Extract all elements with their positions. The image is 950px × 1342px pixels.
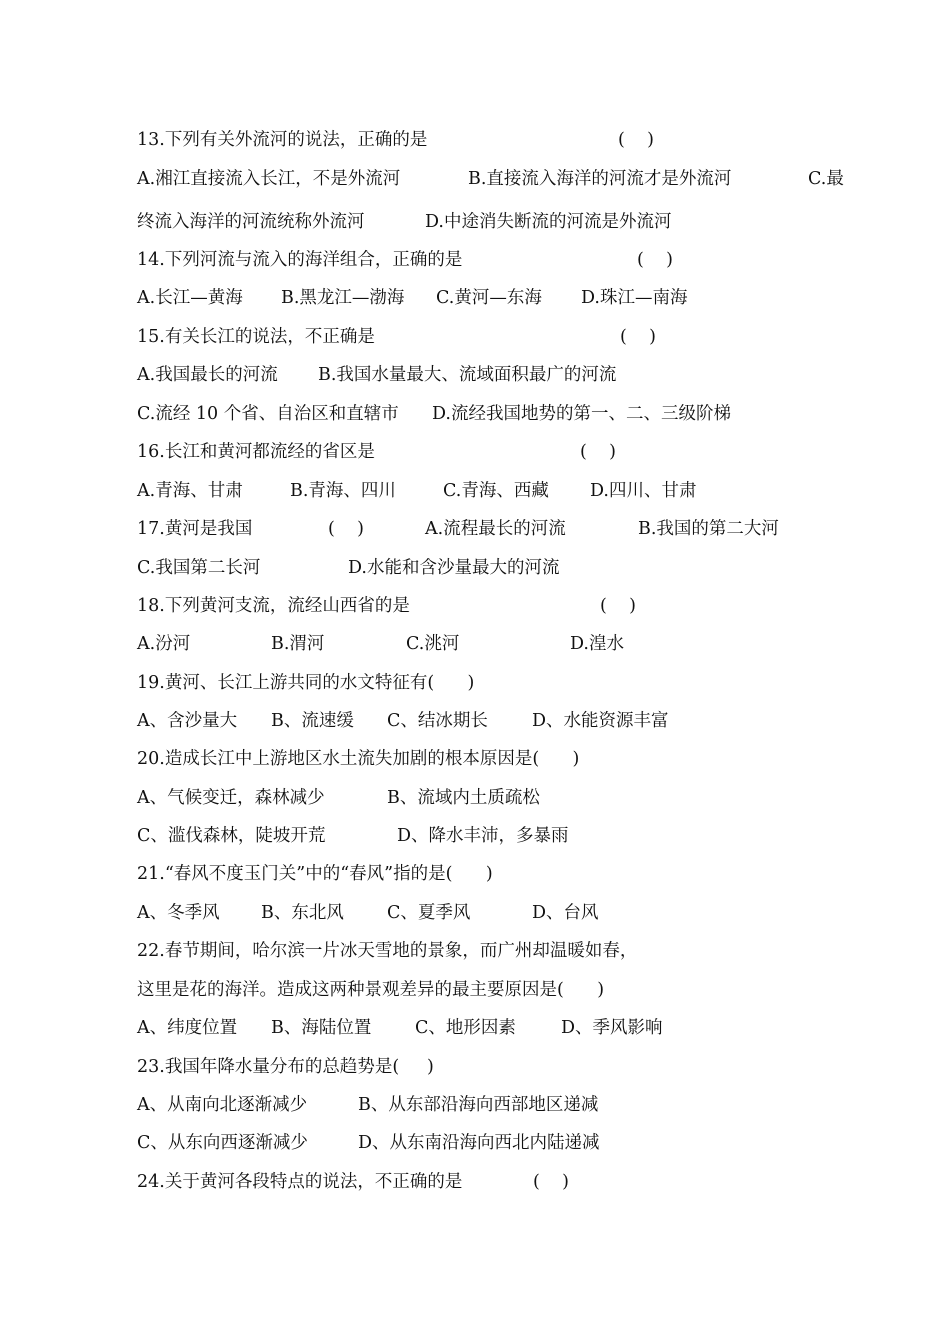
option: D、降水丰沛，多暴雨 bbox=[397, 826, 569, 846]
option: B.我国水量最大、流域面积最广的河流 bbox=[318, 365, 617, 385]
option: D、水能资源丰富 bbox=[532, 711, 669, 731]
answer-paren: ( ) bbox=[600, 596, 636, 616]
option: A.青海、甘肃 bbox=[137, 481, 243, 501]
question-stem: 21.“春风不度玉门关”中的“春风”指的是( ) bbox=[137, 864, 493, 884]
option: A.我国最长的河流 bbox=[137, 365, 278, 385]
option: C、滥伐森林，陡坡开荒 bbox=[137, 826, 326, 846]
option: B.直接流入海洋的河流才是外流河 bbox=[468, 169, 732, 189]
option: B、流域内土质疏松 bbox=[387, 788, 540, 808]
option: A、气候变迁，森林减少 bbox=[137, 788, 325, 808]
option: C、从东向西逐渐减少 bbox=[137, 1133, 308, 1153]
option: D.流经我国地势的第一、二、三级阶梯 bbox=[432, 404, 731, 424]
question-stem-continued: 这里是花的海洋。造成这两种景观差异的最主要原因是( ) bbox=[137, 980, 605, 1000]
option: C.青海、西藏 bbox=[443, 481, 549, 501]
option: D、从东南沿海向西北内陆递减 bbox=[358, 1133, 600, 1153]
question-stem: 23.我国年降水量分布的总趋势是( ) bbox=[137, 1057, 434, 1077]
option: D、台风 bbox=[532, 903, 599, 923]
option: B.渭河 bbox=[271, 634, 325, 654]
option: C、夏季风 bbox=[387, 903, 471, 923]
option: A、冬季风 bbox=[137, 903, 220, 923]
option: A.长江—黄海 bbox=[137, 288, 243, 308]
option: A.汾河 bbox=[137, 634, 191, 654]
option: C.洮河 bbox=[406, 634, 460, 654]
option: B.青海、四川 bbox=[290, 481, 396, 501]
option: D.水能和含沙量最大的河流 bbox=[348, 558, 560, 578]
answer-paren: ( ) bbox=[328, 519, 364, 539]
question-stem: 19.黄河、长江上游共同的水文特征有( ) bbox=[137, 673, 475, 693]
option: A、含沙量大 bbox=[137, 711, 238, 731]
option: B.黑龙江—渤海 bbox=[281, 288, 405, 308]
option: D.珠江—南海 bbox=[581, 288, 688, 308]
option: D.中途消失断流的河流是外流河 bbox=[425, 212, 672, 232]
answer-paren: ( ) bbox=[618, 130, 654, 150]
question-stem: 17.黄河是我国 bbox=[137, 519, 253, 539]
option: C、地形因素 bbox=[415, 1018, 516, 1038]
option: 终流入海洋的河流统称外流河 bbox=[137, 212, 365, 232]
option: A、纬度位置 bbox=[137, 1018, 238, 1038]
option: A.湘江直接流入长江，不是外流河 bbox=[137, 169, 401, 189]
option: C.我国第二长河 bbox=[137, 558, 261, 578]
option: D、季风影响 bbox=[561, 1018, 663, 1038]
question-stem: 14.下列河流与流入的海洋组合，正确的是 bbox=[137, 250, 463, 270]
option: C、结冰期长 bbox=[387, 711, 488, 731]
question-stem: 13.下列有关外流河的说法，正确的是 bbox=[137, 130, 428, 150]
option: C.流经 10 个省、自治区和直辖市 bbox=[137, 404, 399, 424]
option: D.湟水 bbox=[570, 634, 624, 654]
option: C.黄河—东海 bbox=[436, 288, 542, 308]
answer-paren: ( ) bbox=[637, 250, 673, 270]
question-stem: 22.春节期间，哈尔滨一片冰天雪地的景象，而广州却温暖如春， bbox=[137, 941, 638, 961]
question-stem: 20.造成长江中上游地区水土流失加剧的根本原因是( ) bbox=[137, 749, 580, 769]
option: C.最 bbox=[808, 169, 844, 189]
option: B、东北风 bbox=[261, 903, 344, 923]
question-stem: 16.长江和黄河都流经的省区是 bbox=[137, 442, 375, 462]
answer-paren: ( ) bbox=[580, 442, 616, 462]
option: A、从南向北逐渐减少 bbox=[137, 1095, 308, 1115]
option: B、流速缓 bbox=[271, 711, 354, 731]
option: B、海陆位置 bbox=[271, 1018, 372, 1038]
question-stem: 24.关于黄河各段特点的说法，不正确的是 bbox=[137, 1172, 463, 1192]
answer-paren: ( ) bbox=[620, 327, 656, 347]
answer-paren: ( ) bbox=[533, 1172, 569, 1192]
option: D.四川、甘肃 bbox=[590, 481, 697, 501]
question-stem: 15.有关长江的说法，不正确是 bbox=[137, 327, 375, 347]
option: A.流程最长的河流 bbox=[425, 519, 566, 539]
question-stem: 18.下列黄河支流，流经山西省的是 bbox=[137, 596, 410, 616]
option: B、从东部沿海向西部地区递减 bbox=[358, 1095, 599, 1115]
option: B.我国的第二大河 bbox=[638, 519, 779, 539]
